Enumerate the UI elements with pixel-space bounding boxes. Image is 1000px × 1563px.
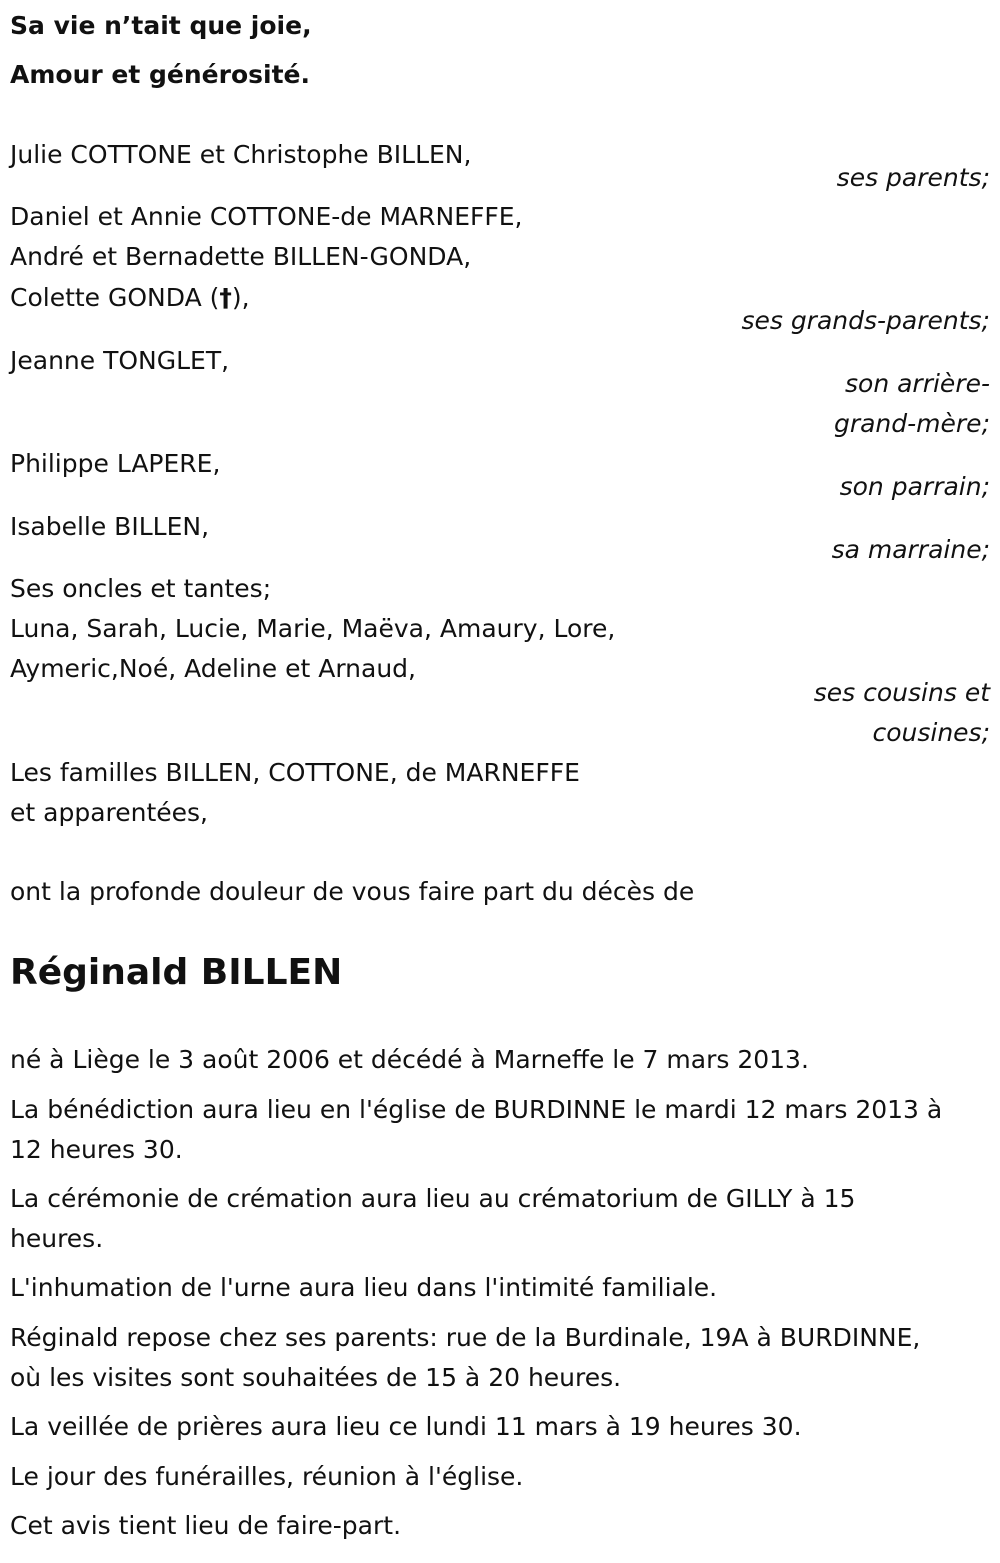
great-grandmother-role-line-1: son arrière-: [845, 369, 990, 398]
notice-line: Cet avis tient lieu de faire-part.: [10, 1511, 402, 1540]
epitaph-line-2: Amour et générosité.: [10, 60, 310, 89]
rest-line-1: Réginald repose chez ses parents: rue de la Burdinale, 19A à BURDINNE,: [10, 1323, 921, 1352]
blessing-line-1: La bénédiction aura lieu en l'église de BURDINNE le mardi 12 mars 2013 à: [10, 1095, 943, 1124]
godmother-name: Isabelle BILLEN,: [10, 512, 210, 541]
cousins-line-2: Aymeric,Noé, Adeline et Arnaud,: [10, 654, 416, 683]
parents-names: Julie COTTONE et Christophe BILLEN,: [10, 140, 472, 169]
birth-death-line: né à Liège le 3 août 2006 et décédé à Marneffe le 7 mars 2013.: [10, 1045, 809, 1074]
funeral-day-line: Le jour des funérailles, réunion à l'église.: [10, 1462, 524, 1491]
parents-role: ses parents;: [836, 163, 990, 192]
families-line-1: Les familles BILLEN, COTTONE, de MARNEFFE: [10, 758, 580, 787]
grandparent-name-end: ),: [231, 283, 250, 312]
urn-line: L'inhumation de l'urne aura lieu dans l'intimité familiale.: [10, 1273, 718, 1302]
uncles-aunts: Ses oncles et tantes;: [10, 574, 272, 603]
epitaph-line-1: Sa vie n’tait que joie,: [10, 11, 312, 40]
grandparents-role: ses grands-parents;: [741, 306, 990, 335]
grandparents-line-3: [10, 278, 250, 318]
cremation-line-2: heures.: [10, 1224, 104, 1253]
vigil-line: La veillée de prières aura lieu ce lundi 11 mars à 19 heures 30.: [10, 1412, 802, 1441]
grandparents-line-1: Daniel et Annie COTTONE-de MARNEFFE,: [10, 202, 523, 231]
godmother-role: sa marraine;: [831, 535, 990, 564]
cross-icon: †: [219, 283, 232, 312]
cremation-line-1: La cérémonie de crémation aura lieu au crématorium de GILLY à 15: [10, 1184, 856, 1213]
families-line-2: et apparentées,: [10, 798, 208, 827]
cousins-role-line-2: cousines;: [872, 718, 990, 747]
great-grandmother-name: Jeanne TONGLET,: [10, 346, 230, 375]
grandparent-name: Colette GONDA (: [10, 283, 220, 312]
godfather-name: Philippe LAPERE,: [10, 449, 221, 478]
deceased-name: Réginald BILLEN: [10, 952, 343, 993]
announcement-text: ont la profonde douleur de vous faire part du décès de: [10, 877, 695, 906]
great-grandmother-role-line-2: grand-mère;: [833, 409, 990, 438]
blessing-line-2: 12 heures 30.: [10, 1135, 183, 1164]
godfather-role: son parrain;: [839, 472, 990, 501]
grandparents-line-2: André et Bernadette BILLEN-GONDA,: [10, 242, 472, 271]
rest-line-2: où les visites sont souhaitées de 15 à 20 heures.: [10, 1363, 622, 1392]
cousins-role-line-1: ses cousins et: [813, 678, 990, 707]
cousins-line-1: Luna, Sarah, Lucie, Marie, Maëva, Amaury, Lore,: [10, 614, 616, 643]
